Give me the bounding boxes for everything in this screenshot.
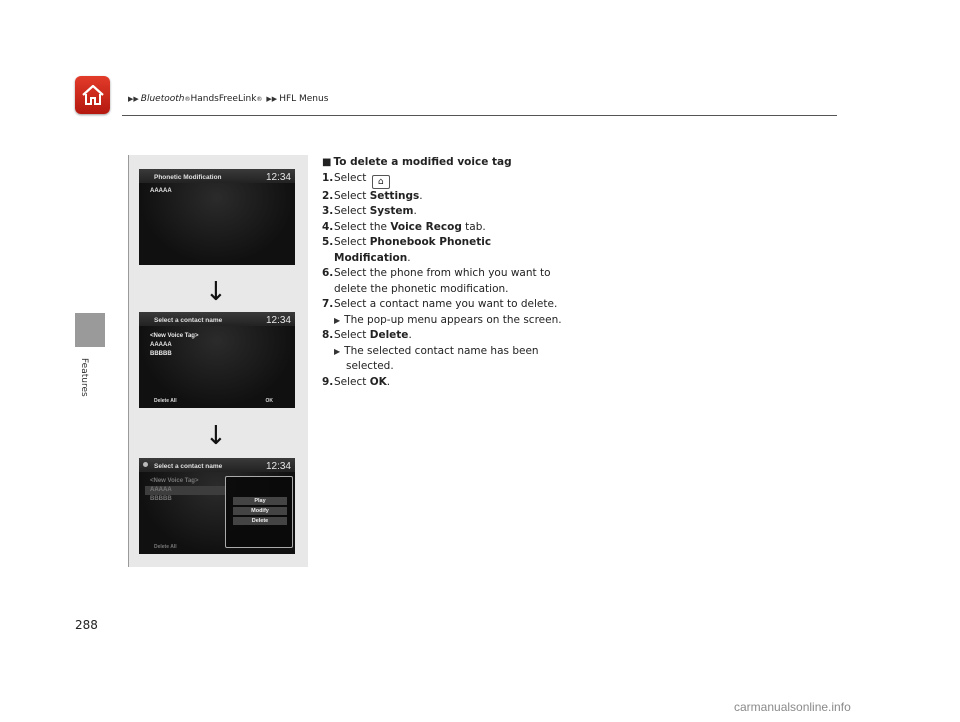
screen-clock: 12:34: [265, 172, 291, 183]
result-arrow-icon: ▶: [334, 315, 341, 325]
section-tab[interactable]: [75, 313, 105, 347]
screen-select-contact: [139, 312, 295, 408]
page-number: 288: [75, 618, 98, 632]
screen-title: Select a contact name: [154, 317, 223, 324]
screen-select-contact-popup: [139, 458, 295, 554]
down-arrow-icon: ↓: [205, 421, 227, 451]
list-item[interactable]: AAAAA: [150, 487, 172, 493]
play-button[interactable]: Play: [233, 497, 287, 505]
step-2: 2. Select Settings.: [322, 189, 423, 202]
list-item[interactable]: <New Voice Tag>: [150, 333, 199, 339]
step-8: 8. Select Delete.: [322, 329, 412, 341]
list-item[interactable]: AAAAA: [150, 342, 172, 348]
result-arrow-icon: ▶: [334, 346, 341, 356]
step-9: 9. Select OK.: [322, 375, 391, 388]
step-8-result: ▶ The selected contact name has been: [322, 344, 572, 360]
delete-all-button[interactable]: Delete All: [154, 398, 177, 404]
breadcrumb-bluetooth[interactable]: Bluetooth: [140, 94, 185, 104]
list-item[interactable]: BBBBB: [150, 351, 172, 357]
step-6-continued: delete the phonetic modification.: [334, 282, 509, 295]
watermark: carmanualsonline.info: [734, 700, 851, 714]
breadcrumb: ▶▶ Bluetooth ® HandsFreeLink ® ▶▶ HFL Menus: [128, 94, 329, 104]
home-icon: [81, 83, 105, 107]
step-5-continued: Modification.: [334, 251, 411, 264]
down-arrow-icon: ↓: [205, 277, 227, 307]
list-item[interactable]: BBBBB: [150, 496, 172, 502]
home-button[interactable]: [75, 76, 110, 114]
step-3: 3. Select System.: [322, 205, 417, 217]
header-divider: [122, 115, 837, 116]
screen-phonetic-modification: [139, 169, 295, 265]
section-heading: ■ To delete a modified voice tag: [322, 156, 512, 168]
step-1: 1. Select ⌂: [322, 171, 572, 189]
step-8-result-continued: selected.: [346, 360, 394, 372]
delete-button[interactable]: Delete: [233, 517, 287, 525]
step-6: 6. Select the phone from which you want to: [322, 267, 551, 279]
screen-title: Phonetic Modification: [154, 174, 222, 181]
step-5: 5. Select Phonebook Phonetic: [322, 236, 492, 248]
section-label: Features: [79, 358, 89, 397]
screen-clock: 12:34: [265, 315, 291, 326]
square-bullet-icon: ■: [322, 157, 332, 168]
ok-button[interactable]: OK: [265, 398, 273, 404]
screenshot-panel: [128, 155, 308, 567]
breadcrumb-handsfreelink[interactable]: HandsFreeLink: [190, 94, 257, 104]
screen-clock: 12:34: [265, 461, 291, 472]
breadcrumb-arrow-icon: ▶▶: [128, 95, 139, 103]
modify-button[interactable]: Modify: [233, 507, 287, 515]
breadcrumb-hfl-menus[interactable]: HFL Menus: [279, 94, 329, 104]
screen-title: Select a contact name: [154, 463, 223, 470]
step-7: 7. Select a contact name you want to delete.: [322, 298, 558, 310]
delete-all-button[interactable]: Delete All: [154, 544, 177, 550]
breadcrumb-arrow-icon: ▶▶: [266, 95, 278, 103]
step-7-result: ▶ The pop-up menu appears on the screen.: [322, 313, 572, 329]
instructions: [322, 155, 572, 390]
home-icon: ⌂: [372, 175, 390, 189]
popup-menu: [225, 476, 293, 548]
step-4: 4. Select the Voice Recog tab.: [322, 220, 486, 233]
menu-icon: [143, 462, 148, 467]
list-item[interactable]: <New Voice Tag>: [150, 478, 199, 484]
list-item[interactable]: AAAAA: [150, 188, 172, 194]
